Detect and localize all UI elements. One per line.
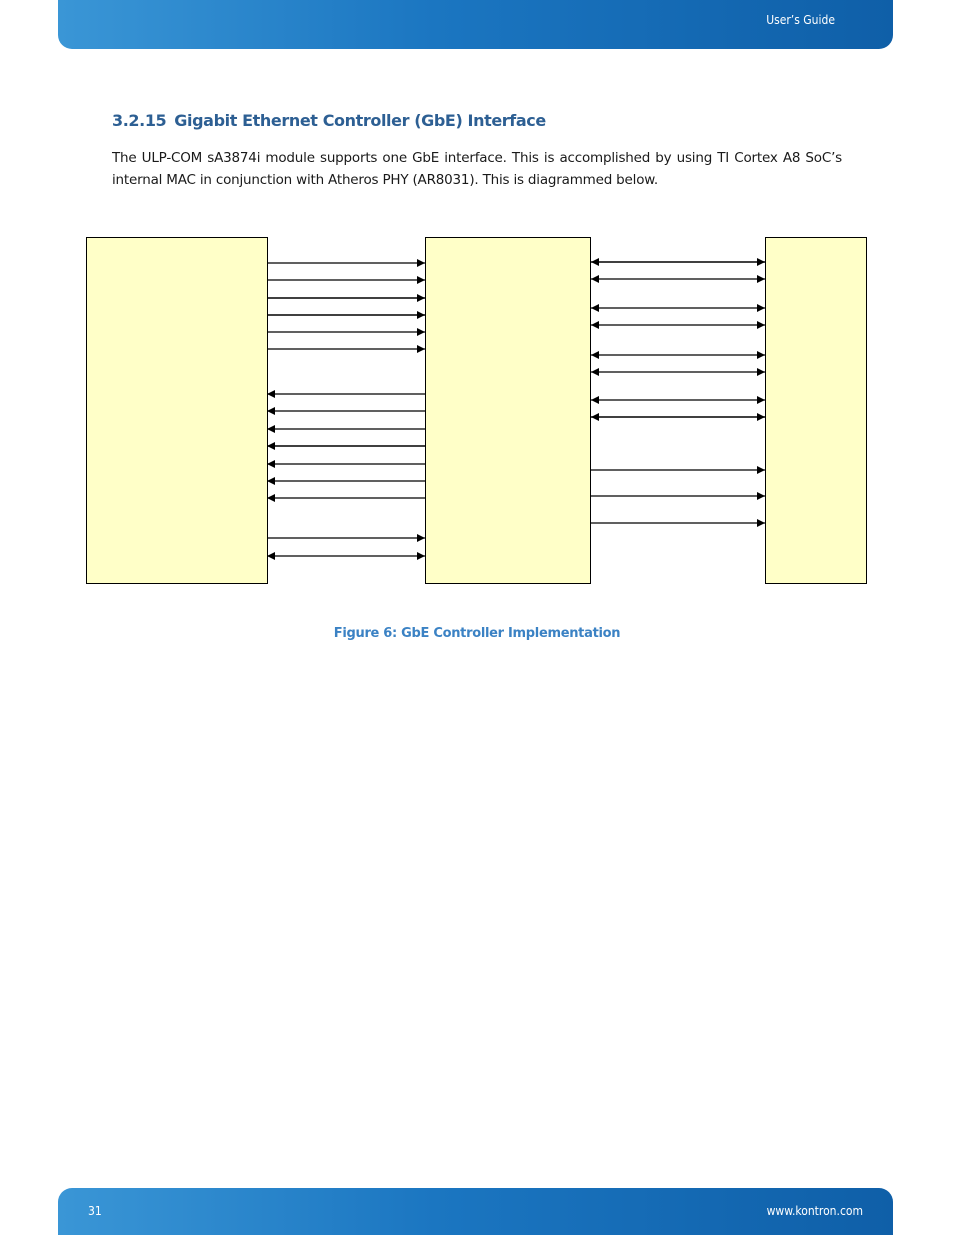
section-number: 3.2.15 <box>112 111 167 130</box>
header-label: User’s Guide <box>766 13 835 27</box>
diagram-block-middle <box>426 238 591 584</box>
diagram-block-left <box>87 238 268 584</box>
page-number: 31 <box>88 1204 102 1218</box>
body-paragraph: The ULP-COM sA3874i module supports one GbE interface. This is accomplished by using TI Cortex A8 SoC’s internal MAC in conjunction with Atheros PHY (AR8031). This is diagrammed below. <box>112 150 842 188</box>
figure-caption: Figure 6: GbE Controller Implementation <box>333 626 621 641</box>
footer-url: www.kontron.com <box>766 1204 863 1218</box>
section-title: Gigabit Ethernet Controller (GbE) Interface <box>174 111 546 130</box>
diagram-block-right <box>766 238 867 584</box>
footer-band <box>58 1188 893 1235</box>
